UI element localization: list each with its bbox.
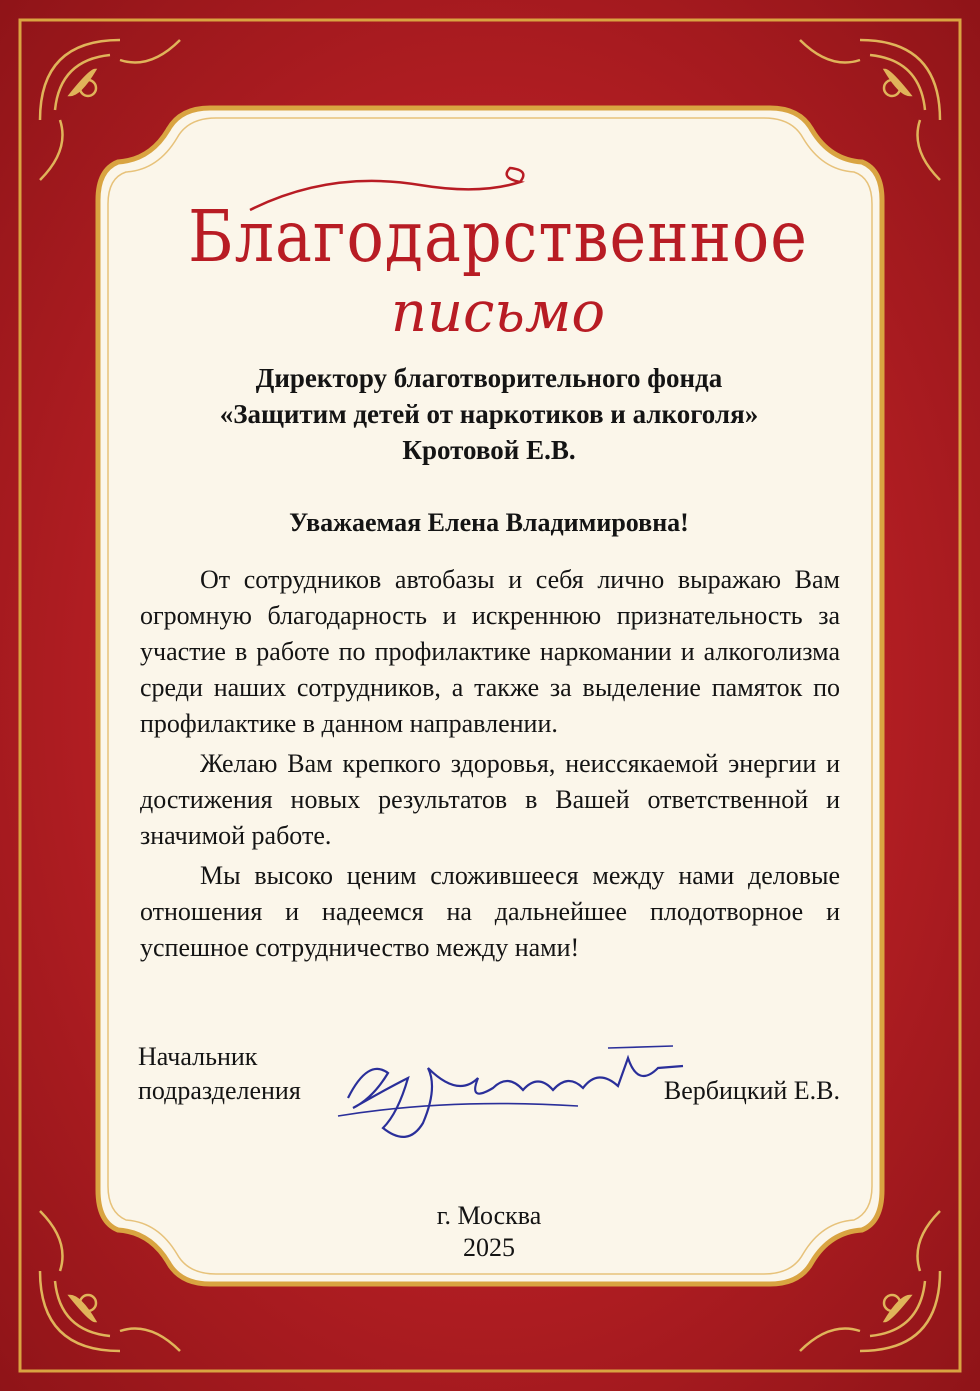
letter-subtitle: письмо bbox=[390, 280, 606, 345]
signer-position bbox=[138, 1040, 358, 1108]
city: г. Москва bbox=[436, 1201, 542, 1230]
addressee-line-2: «Защитим детей от наркотиков и алкоголя» bbox=[219, 399, 759, 429]
place-and-date bbox=[138, 1200, 840, 1264]
signer-position-line-1: Начальник bbox=[138, 1042, 258, 1071]
addressee-line-3: Кротовой Е.В. bbox=[402, 435, 576, 465]
handwritten-signature bbox=[328, 1028, 688, 1158]
year: 2025 bbox=[463, 1233, 515, 1262]
body-paragraph: Желаю Вам крепкого здоровья, неиссякаемой энергии и достижения новых результатов в Вашей ответственной и значимой работе. bbox=[140, 749, 840, 850]
signature-block bbox=[138, 1040, 840, 1170]
signer-name: Вербицкий Е.В. bbox=[663, 1076, 840, 1105]
addressee-block bbox=[138, 360, 840, 468]
salutation: Уважаемая Елена Владимировна! bbox=[289, 508, 689, 537]
signer-position-line-2: подразделения bbox=[138, 1076, 301, 1105]
body-paragraph: Мы высоко ценим сложившееся между нами деловые отношения и надеемся на дальнейшее плодотворное и успешное сотрудничество между нами! bbox=[140, 861, 840, 962]
addressee-line-1: Директору благотворительного фонда bbox=[255, 363, 723, 393]
letter-content bbox=[138, 170, 840, 1290]
letter-body bbox=[140, 562, 840, 970]
body-paragraph: От сотрудников автобазы и себя лично выражаю Вам огромную благодарность и искреннюю признательность за участие в работе по профилактике наркомании и алкоголизма среди наших сотрудников, а также за выделение памяток по профилактике в данном направлении. bbox=[140, 565, 840, 738]
letter-title: Благодарственное bbox=[188, 194, 808, 279]
